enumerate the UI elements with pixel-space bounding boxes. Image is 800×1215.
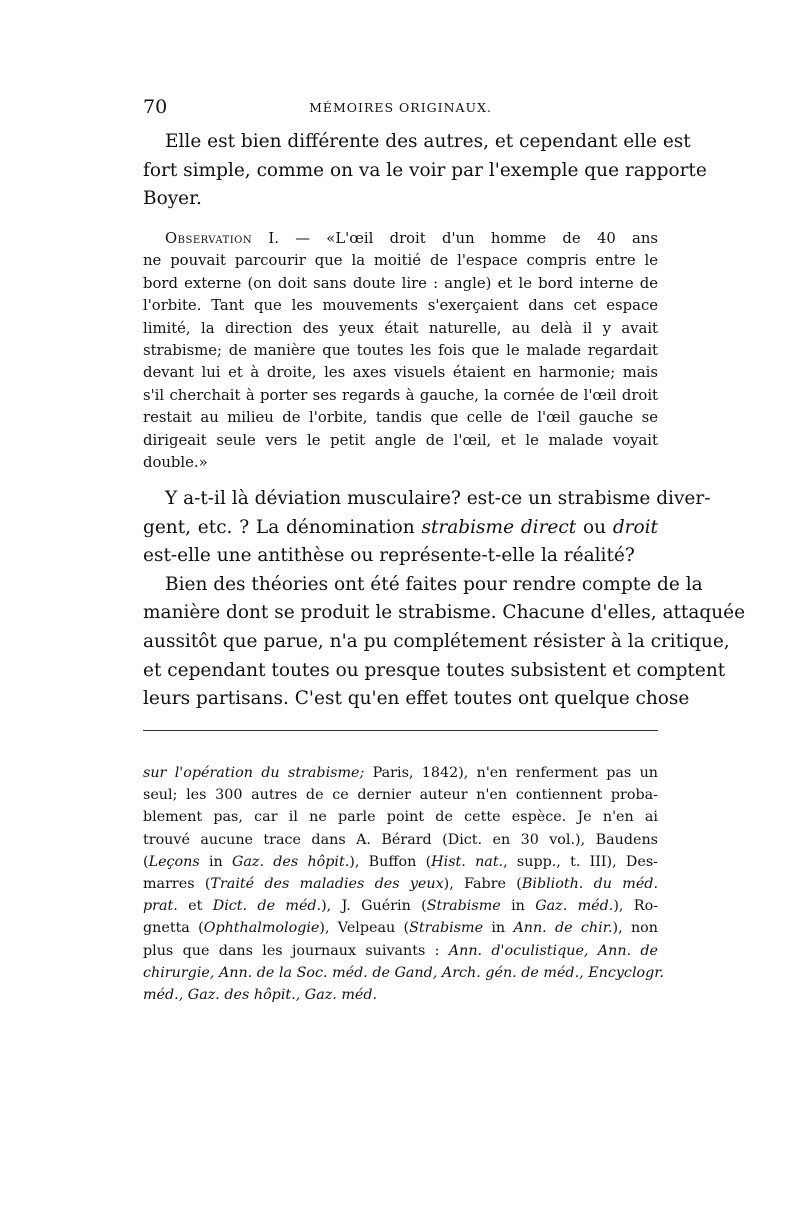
italic-title: Biblioth. du méd. xyxy=(521,875,658,892)
text-line xyxy=(143,940,658,962)
text-line: l'orbite. Tant que les mouvements s'exerçaient dans cet espace xyxy=(143,297,658,315)
text-line: et cependant toutes ou presque toutes subsistent et comptent xyxy=(143,659,726,681)
italic-term: strabisme direct xyxy=(421,516,577,538)
text-line xyxy=(143,984,658,1006)
page-number: 70 xyxy=(143,96,168,118)
text-span: ), J. Guérin ( xyxy=(321,898,427,915)
text-line: limité, la direction des yeux était naturelle, au delà il y avait xyxy=(143,319,658,337)
discussion-paragraphs xyxy=(143,485,746,714)
intro-paragraph xyxy=(143,128,707,214)
running-title: MÉMOIRES ORIGINAUX. xyxy=(309,100,492,115)
text-line: Bien des théories ont été faites pour rendre compte de la xyxy=(165,573,703,595)
observation-paragraph xyxy=(143,228,658,474)
text-span: gnetta ( xyxy=(143,920,204,937)
italic-title: Ann. de chir. xyxy=(513,920,613,937)
text-line: dirigeait seule vers le petit angle de l'œil, et le malade voyait xyxy=(143,431,658,449)
text-span: ), Ro- xyxy=(613,898,659,915)
text-line: Y a-t-il là déviation musculaire? est-ce un strabisme diver- xyxy=(165,488,711,509)
text-span: ( xyxy=(143,853,149,870)
text-line xyxy=(143,873,658,895)
text-span: in xyxy=(483,920,514,937)
italic-title: méd., Gaz. des hôpit., Gaz. méd. xyxy=(143,986,378,1003)
observation-label: Observation xyxy=(165,230,253,247)
page-header xyxy=(143,96,658,120)
text-span: in xyxy=(500,898,536,915)
text-span: I. — «L'œil droit d'un homme de 40 ans xyxy=(252,230,658,247)
italic-title: Leçons xyxy=(148,853,200,870)
text-line: bord externe (on doit sans doute lire : angle) et le bord interne de xyxy=(143,274,658,292)
italic-title: Gaz. des hôpit. xyxy=(231,853,350,870)
italic-title: Strabisme xyxy=(409,920,484,937)
text-line xyxy=(143,895,658,917)
italic-title: prat. xyxy=(143,898,178,915)
text-line: strabisme; de manière que toutes les fois que le malade regardait xyxy=(143,341,658,359)
text-line: leurs partisans. C'est qu'en effet toutes ont quelque chose xyxy=(143,688,690,710)
text-line xyxy=(143,762,658,784)
text-line: trouvé aucune trace dans A. Bérard (Dict. en 30 vol.), Baudens xyxy=(143,831,658,848)
text-line: restait au milieu de l'orbite, tandis que celle de l'œil gauche se xyxy=(143,409,658,427)
text-line xyxy=(143,514,658,543)
text-line xyxy=(143,228,658,250)
text-span: ), Velpeau ( xyxy=(319,920,410,937)
text-span: ), Fabre ( xyxy=(443,875,522,892)
text-line: devant lui et à droite, les axes visuels étaient en harmonie; mais xyxy=(143,364,658,382)
text-span: ), non xyxy=(612,920,658,937)
text-line: double.» xyxy=(143,453,208,471)
text-line: aussitôt que parue, n'a pu complétement résister à la critique, xyxy=(143,630,730,652)
text-line: Boyer. xyxy=(143,188,202,210)
text-span: plus que dans les journaux suivants : xyxy=(143,942,449,959)
text-line: est-elle une antithèse ou représente-t-elle la réalité? xyxy=(143,545,635,567)
text-span: , supp., t. III), Des- xyxy=(503,853,659,870)
italic-title: Strabisme xyxy=(426,898,501,915)
text-line: fort simple, comme on va le voir par l'exemple que rapporte xyxy=(143,159,707,181)
text-line xyxy=(143,851,658,873)
text-line xyxy=(143,962,665,984)
text-line: seul; les 300 autres de ce dernier auteur n'en contiennent proba- xyxy=(143,787,658,804)
italic-title: Ophthalmologie xyxy=(203,920,320,937)
footnote xyxy=(143,762,665,1006)
text-span: ), Buffon ( xyxy=(349,853,432,870)
text-line: blement pas, car il ne parle point de cette espèce. Je n'en ai xyxy=(143,809,658,826)
italic-title: chirurgie, Ann. de la Soc. méd. de Gand, Arch. gén. de méd., Encyclogr. xyxy=(143,964,665,981)
text-line: manière dont se produit le strabisme. Chacune d'elles, attaquée xyxy=(143,602,746,624)
italic-title: sur l'opération du strabisme; xyxy=(143,765,365,781)
italic-title: Ann. d'oculistique, Ann. de xyxy=(448,942,658,959)
text-span: Paris, 1842), n'en renferment pas un xyxy=(364,765,658,781)
text-span: gent, etc. ? La dénomination xyxy=(143,516,422,538)
footnote-separator xyxy=(143,730,658,731)
italic-term: droit xyxy=(612,516,658,538)
text-line xyxy=(143,917,658,939)
text-line: s'il cherchait à porter ses regards à gauche, la cornée de l'œil droit xyxy=(143,386,658,404)
text-line: Elle est bien différente des autres, et cependant elle est xyxy=(165,131,691,152)
italic-title: Dict. de méd. xyxy=(212,898,322,915)
italic-title: Hist. nat. xyxy=(431,853,504,870)
italic-title: Gaz. méd. xyxy=(535,898,614,915)
text-span: marres ( xyxy=(143,875,211,892)
text-line: ne pouvait parcourir que la moitié de l'espace compris entre le xyxy=(143,252,658,270)
text-span: ou xyxy=(576,516,613,538)
text-span: et xyxy=(177,898,213,915)
text-span: in xyxy=(199,853,232,870)
italic-title: Traité des maladies des yeux xyxy=(210,875,444,892)
